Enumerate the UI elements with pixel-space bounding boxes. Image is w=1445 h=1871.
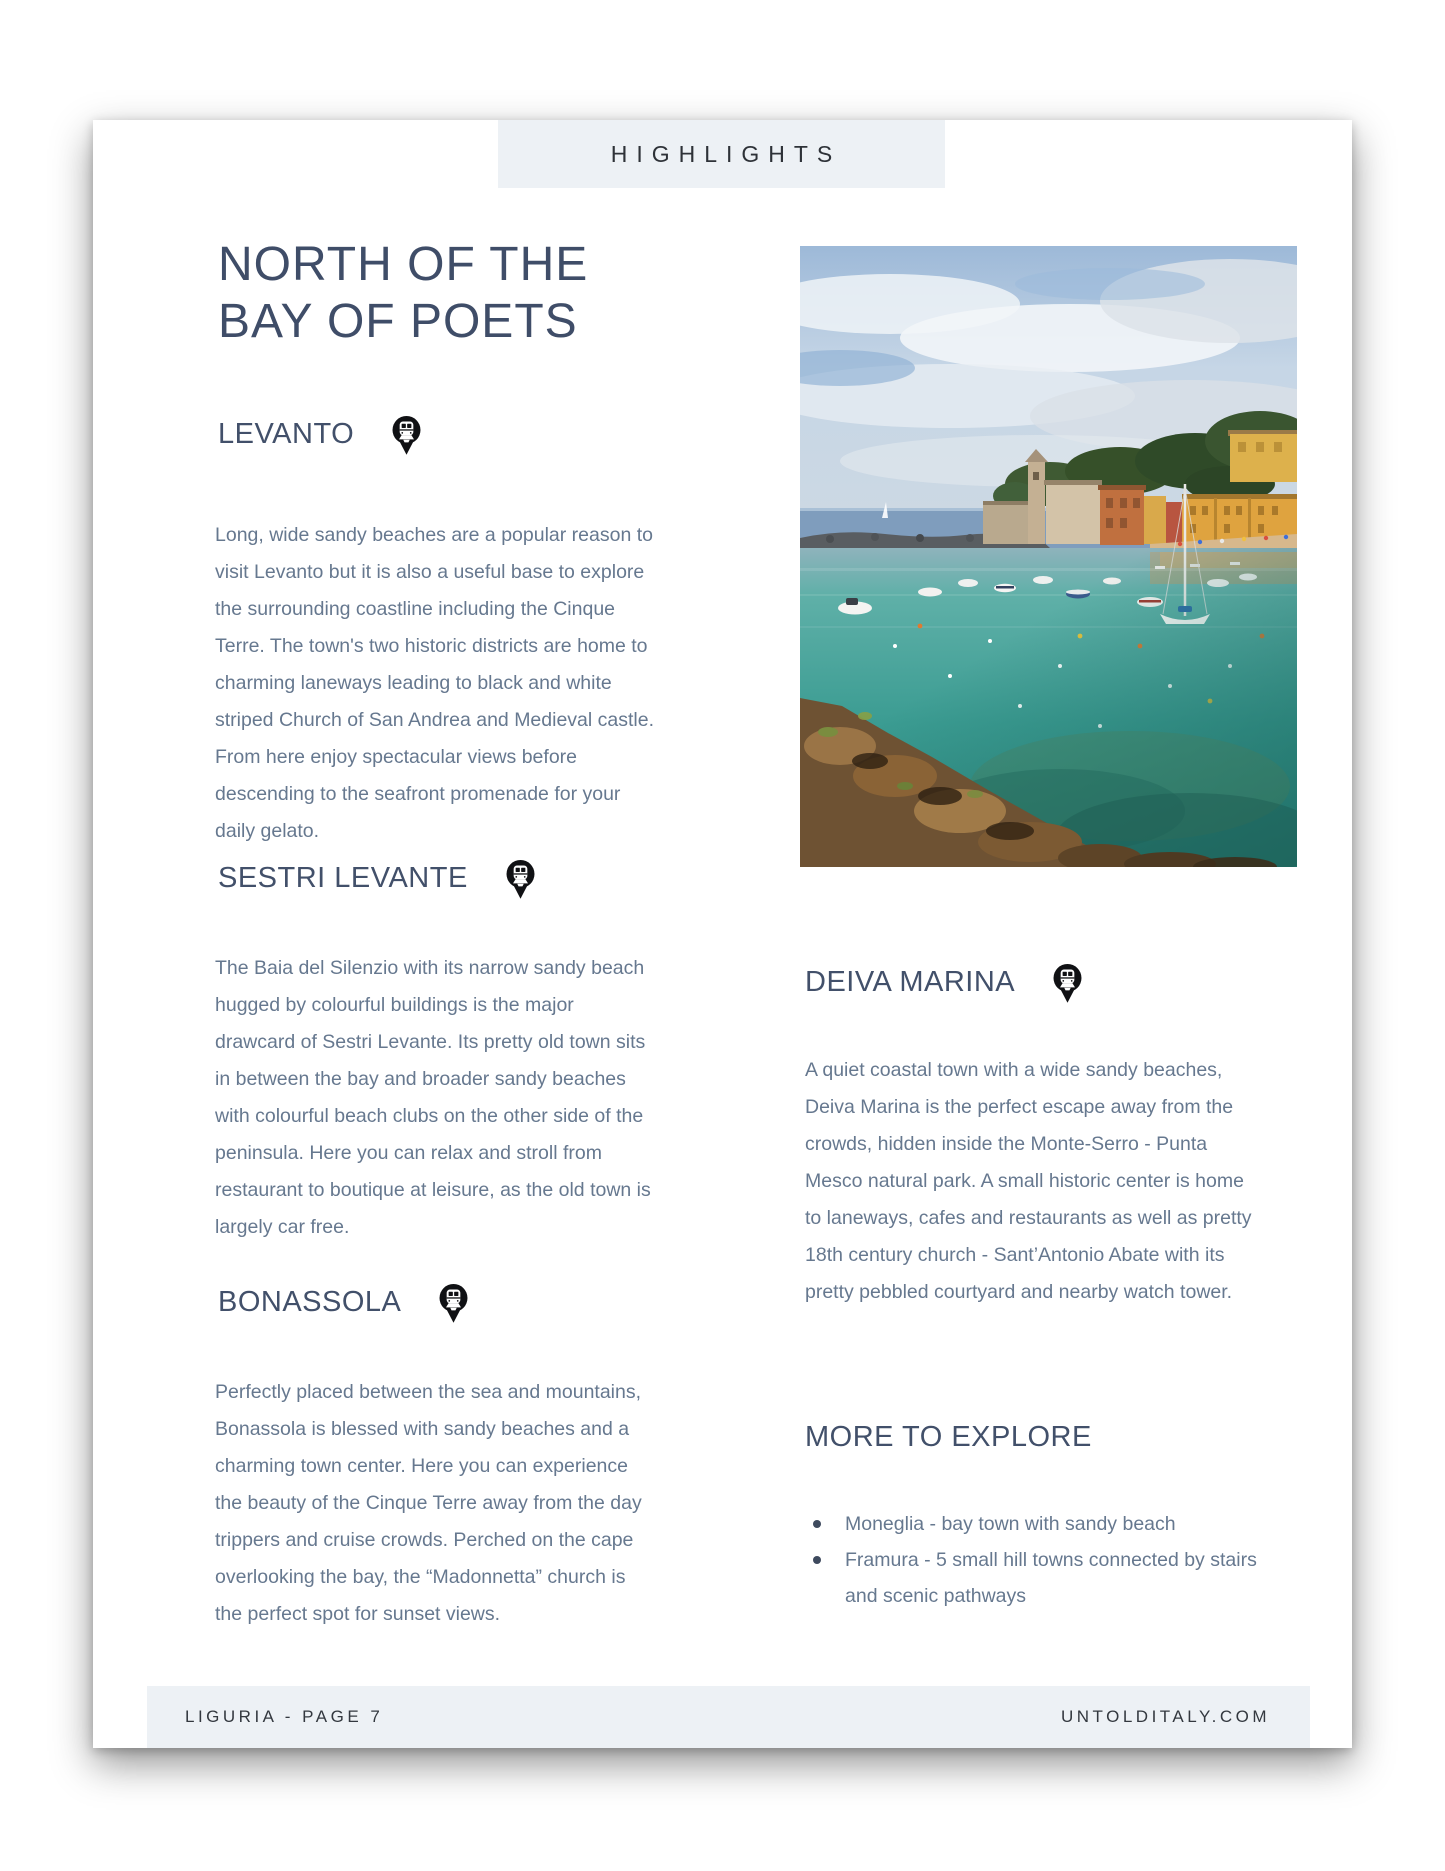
- levanto-heading-label: LEVANTO: [218, 418, 355, 450]
- train-station-pin-icon: [504, 859, 537, 900]
- page-title: [218, 236, 588, 350]
- more-to-explore-list: [811, 1506, 1271, 1614]
- more-heading-label: MORE TO EXPLORE: [805, 1421, 1092, 1453]
- footer-website: UNTOLDITALY.COM: [1061, 1707, 1270, 1726]
- bay-of-silence-photo: [800, 246, 1297, 867]
- banner-label: HIGHLIGHTS: [610, 140, 842, 167]
- section-heading-bonassola: [218, 1285, 470, 1324]
- section-heading-deiva-marina: [805, 965, 1084, 1004]
- title-line-2: BAY OF POETS: [218, 295, 578, 348]
- train-station-pin-icon: [1051, 963, 1084, 1004]
- title-line-1: NORTH OF THE: [218, 238, 589, 291]
- train-station-pin-icon: [437, 1283, 470, 1324]
- bonassola-heading-label: BONASSOLA: [218, 1286, 402, 1318]
- section-heading-more-to-explore: [805, 1420, 1092, 1454]
- section-heading-sestri-levante: [218, 861, 537, 900]
- bonassola-body: Perfectly placed between the sea and mountains, Bonassola is blessed with sandy beaches and a charming town center. Here you can experience the beauty of the Cinque Terre away from the day trippers and cruise crowds. Perched on the cape overlooking the bay, the “Madonnetta” church is the perfect spot for sunset views.: [215, 1381, 642, 1625]
- train-station-pin-icon: [390, 415, 423, 456]
- list-item-framura: Framura - 5 small hill towns connected by stairs and scenic pathways: [811, 1542, 1271, 1614]
- deiva-body: A quiet coastal town with a wide sandy beaches, Deiva Marina is the perfect escape away from the crowds, hidden inside the Monte-Serro - Punta Mesco natural park. A small historic center is home to laneways, cafes and restaurants as well as pretty 18th century church - Sant’Antonio Abate with its pretty pebbled courtyard and nearby watch tower.: [805, 1059, 1252, 1303]
- sestri-body: The Baia del Silenzio with its narrow sandy beach hugged by colourful buildings is the major drawcard of Sestri Levante. Its pretty old town sits in between the bay and broader sandy beaches with colourful beach clubs on the other side of the peninsula. Here you can relax and stroll from restaurant to boutique at leisure, as the old town is largely car free.: [215, 957, 651, 1238]
- list-item-moneglia: Moneglia - bay town with sandy beach: [811, 1506, 1271, 1542]
- sestri-heading-label: SESTRI LEVANTE: [218, 862, 468, 894]
- footer-page-label: LIGURIA - PAGE 7: [185, 1707, 384, 1726]
- document-page: [93, 120, 1352, 1748]
- levanto-body: Long, wide sandy beaches are a popular reason to visit Levanto but it is also a useful base to explore the surrounding coastline including the Cinque Terre. The town's two historic districts are home to charming laneways leading to black and white striped Church of San Andrea and Medieval castle. From here enjoy spectacular views before descending to the seafront promenade for your daily gelato.: [215, 524, 655, 842]
- highlights-banner: [498, 120, 945, 188]
- footer-bar: [147, 1686, 1310, 1748]
- deiva-heading-label: DEIVA MARINA: [805, 966, 1016, 998]
- bay-photo-illustration: [800, 246, 1297, 867]
- section-heading-levanto: [218, 417, 423, 456]
